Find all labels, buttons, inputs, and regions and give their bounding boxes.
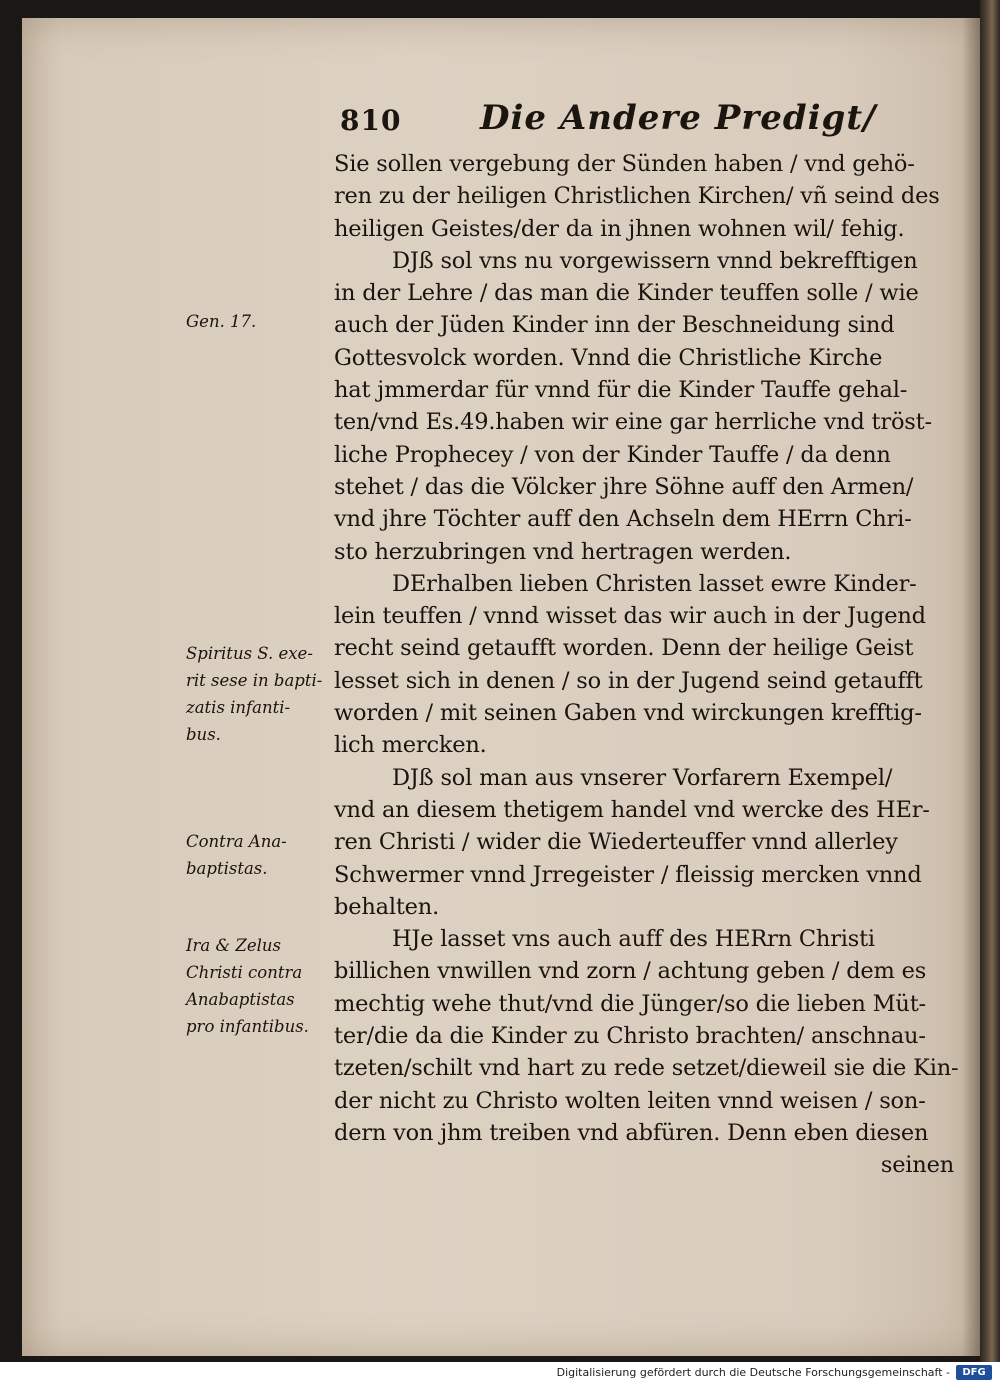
main-text bbox=[334, 148, 962, 1182]
margin-note-line: rit sese in bapti- bbox=[186, 671, 323, 690]
text-line: Schwermer vnnd Jrregeister / fleissig mercken vnnd bbox=[334, 861, 922, 888]
text-line: hat jmmerdar für vnnd für die Kinder Tauffe gehal- bbox=[334, 377, 908, 404]
text-line: ren zu der heiligen Christlichen Kirchen/ vñ seind des bbox=[334, 183, 940, 210]
text-line: auch der Jüden Kinder inn der Beschneidung sind bbox=[334, 312, 895, 339]
margin-note-line: Contra Ana- bbox=[186, 832, 287, 851]
text-line: liche Prophecey / von der Kinder Tauffe / da denn bbox=[334, 441, 891, 468]
margin-note-spiritus bbox=[186, 640, 336, 748]
text-line: lesset sich in denen / so in der Jugend seind getaufft bbox=[334, 667, 923, 694]
margin-note-line: pro infantibus. bbox=[186, 1017, 309, 1036]
margin-note-line: bus. bbox=[186, 725, 221, 744]
text-line: billichen vnwillen vnd zorn / achtung geben / dem es bbox=[334, 958, 927, 985]
footer-bar bbox=[0, 1362, 1000, 1384]
margin-note-line: Gen. 17. bbox=[186, 312, 257, 331]
margin-note-line: Spiritus S. exe- bbox=[186, 644, 313, 663]
text-line: lich mercken. bbox=[334, 732, 487, 759]
text-line: vnd jhre Töchter auff den Achseln dem HErrn Chri- bbox=[334, 506, 912, 533]
text-line: recht seind getaufft worden. Denn der heilige Geist bbox=[334, 635, 914, 662]
text-line: Gottesvolck worden. Vnnd die Christliche Kirche bbox=[334, 344, 883, 371]
text-line: heiligen Geistes/der da in jhnen wohnen wil/ fehig. bbox=[334, 215, 905, 242]
text-line: ren Christi / wider die Wiederteuffer vnnd allerley bbox=[334, 829, 898, 856]
text-line: worden / mit seinen Gaben vnd wirckungen krefftig- bbox=[334, 700, 922, 727]
dfg-logo: DFG bbox=[956, 1365, 992, 1380]
page-edge-shadow bbox=[962, 18, 980, 1356]
text-line: DErhalben lieben Christen lasset ewre Kinder- bbox=[392, 570, 917, 597]
text-line: tzeten/schilt vnd hart zu rede setzet/dieweil sie die Kin- bbox=[334, 1055, 959, 1082]
margin-note-line: zatis infanti- bbox=[186, 698, 291, 717]
text-line: lein teuffen / vnnd wisset das wir auch in der Jugend bbox=[334, 603, 926, 630]
text-line: HJe lasset vns auch auff des HERrn Christi bbox=[392, 926, 875, 953]
text-line: DJß sol man aus vnserer Vorfarern Exempel/ bbox=[392, 764, 893, 791]
book-spine-edge bbox=[980, 0, 1000, 1362]
margin-note-ira bbox=[186, 932, 336, 1040]
text-line: DJß sol vns nu vorgewissern vnnd bekrefftigen bbox=[392, 247, 918, 274]
funding-credit: Digitalisierung gefördert durch die Deutsche Forschungsgemeinschaft - bbox=[556, 1366, 950, 1379]
margin-note-gen bbox=[186, 308, 336, 335]
margin-note-line: Ira & Zelus bbox=[186, 936, 282, 955]
catchword: seinen bbox=[880, 1152, 954, 1179]
margin-note-line: Christi contra bbox=[186, 963, 303, 982]
text-line: vnd an diesem thetigem handel vnd wercke des HEr- bbox=[334, 796, 930, 823]
text-line: behalten. bbox=[334, 893, 440, 920]
text-line: dern von jhm treiben vnd abfüren. Denn eben diesen bbox=[334, 1119, 929, 1146]
text-line: der nicht zu Christo wolten leiten vnnd weisen / son- bbox=[334, 1087, 926, 1114]
running-title: Die Andere Predigt/ bbox=[480, 98, 877, 138]
text-line: sto herzubringen vnd hertragen werden. bbox=[334, 538, 792, 565]
text-line: ten/vnd Es.49.haben wir eine gar herrliche vnd tröst- bbox=[334, 409, 932, 436]
text-line: in der Lehre / das man die Kinder teuffen solle / wie bbox=[334, 280, 919, 307]
text-line: Sie sollen vergebung der Sünden haben / vnd gehö- bbox=[334, 151, 915, 177]
margin-note-contra bbox=[186, 828, 336, 882]
margin-note-line: baptistas. bbox=[186, 859, 268, 878]
text-line: stehet / das die Völcker jhre Söhne auff den Armen/ bbox=[334, 473, 914, 500]
page-header bbox=[340, 98, 940, 146]
text-line: mechtig wehe thut/vnd die Jünger/so die lieben Müt- bbox=[334, 990, 926, 1017]
margin-note-line: Anabaptistas bbox=[186, 990, 295, 1009]
text-line: ter/die da die Kinder zu Christo brachten/ anschnau- bbox=[334, 1023, 926, 1050]
page-number: 810 bbox=[340, 104, 402, 137]
